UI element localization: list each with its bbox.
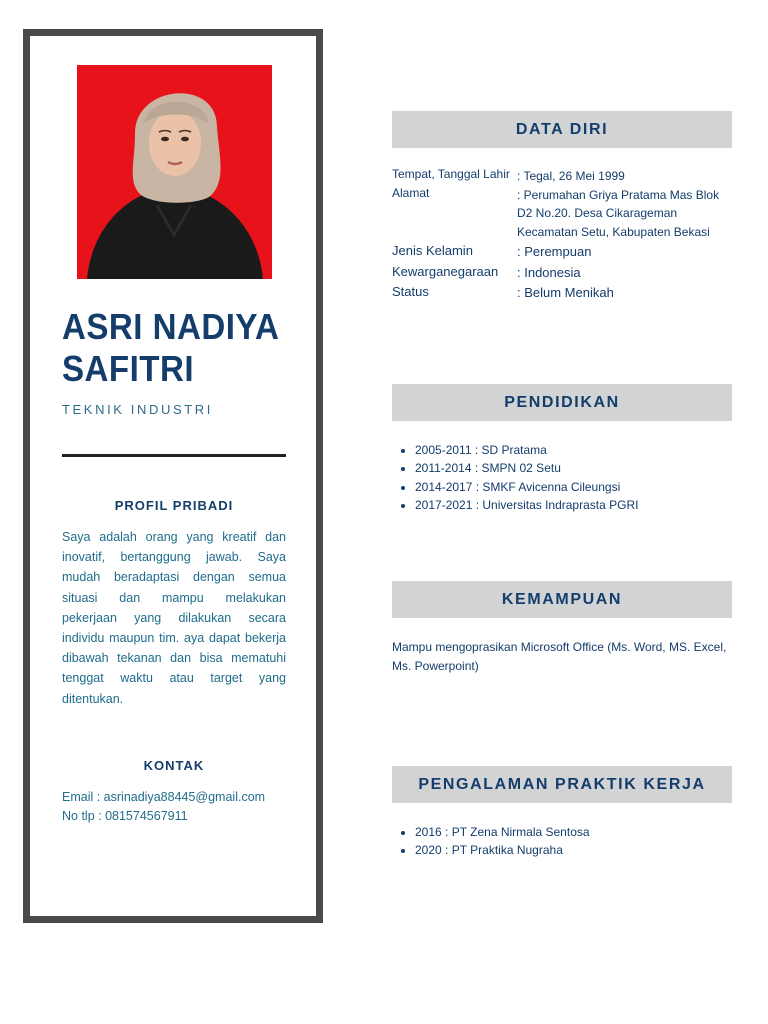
- profile-photo: [77, 65, 272, 279]
- name-line-1: ASRI NADIYA: [62, 306, 280, 347]
- education-list: [392, 441, 732, 514]
- list-item: 2005-2011 : SD Pratama: [392, 441, 732, 459]
- skills-description: Mampu mengoprasikan Microsoft Office (Ms. Word, MS. Excel, Ms. Powerpoint): [392, 640, 727, 673]
- list-item: 2020 : PT Praktika Nugraha: [392, 841, 732, 859]
- personal-data-row: [392, 186, 732, 242]
- personal-data-key: Alamat: [392, 185, 430, 200]
- profile-photo-image: [77, 65, 272, 279]
- personal-data-table: [392, 167, 732, 303]
- contact-phone: No tlp : 081574567911: [62, 809, 188, 823]
- personal-data-row: [392, 262, 732, 283]
- personal-data-value: : Perempuan: [517, 244, 592, 259]
- list-item: 2014-2017 : SMKF Avicenna Cileungsi: [392, 478, 732, 496]
- list-item: 2016 : PT Zena Nirmala Sentosa: [392, 823, 732, 841]
- personal-data-row: [392, 241, 732, 262]
- profile-description: Saya adalah orang yang kreatif dan inovatif, bertanggung jawab. Saya mudah beradaptasi dengan semua situasi dan mampu melakukan pekerjaan yang dilakukan secara individu maupun tim. aya dapat bekerja dibawah tekanan dan bisa mematuhi tenggat waktu atau target yang ditentukan.: [62, 530, 286, 706]
- pengalaman-heading: PENGALAMAN PRAKTIK KERJA: [392, 766, 732, 803]
- personal-data-key: Jenis Kelamin: [392, 243, 473, 258]
- experience-list: [392, 823, 732, 860]
- pendidikan-heading: PENDIDIKAN: [392, 384, 732, 421]
- candidate-major: TEKNIK INDUSTRI: [62, 402, 213, 417]
- data-diri-heading: DATA DIRI: [392, 111, 732, 148]
- profile-heading: PROFIL PRIBADI: [114, 498, 234, 513]
- personal-data-row: [392, 167, 732, 186]
- personal-data-key: Tempat, Tanggal Lahir: [392, 167, 510, 181]
- list-item: 2017-2021 : Universitas Indraprasta PGRI: [392, 496, 732, 514]
- contact-heading: KONTAK: [143, 758, 205, 773]
- kemampuan-heading: KEMAMPUAN: [392, 581, 732, 618]
- personal-data-key: Kewarganegaraan: [392, 263, 499, 279]
- profile-panel: [23, 29, 323, 923]
- personal-data-value: : Perumahan Griya Pratama Mas Blok D2 No.20. Desa Cikarageman Kecamatan Setu, Kabupaten Bekasi: [517, 187, 720, 239]
- personal-data-row: [392, 282, 732, 303]
- contact-email: Email : asrinadiya88445@gmail.com: [62, 790, 266, 804]
- personal-data-value: : Tegal, 26 Mei 1999: [517, 169, 625, 183]
- personal-data-key: Status: [392, 284, 429, 299]
- list-item: 2011-2014 : SMPN 02 Setu: [392, 459, 732, 477]
- name-line-2: SAFITRI: [62, 348, 195, 389]
- name-divider: [62, 454, 286, 457]
- candidate-name: [62, 306, 283, 390]
- personal-data-value: : Indonesia: [517, 264, 581, 280]
- personal-data-value: : Belum Menikah: [517, 285, 614, 300]
